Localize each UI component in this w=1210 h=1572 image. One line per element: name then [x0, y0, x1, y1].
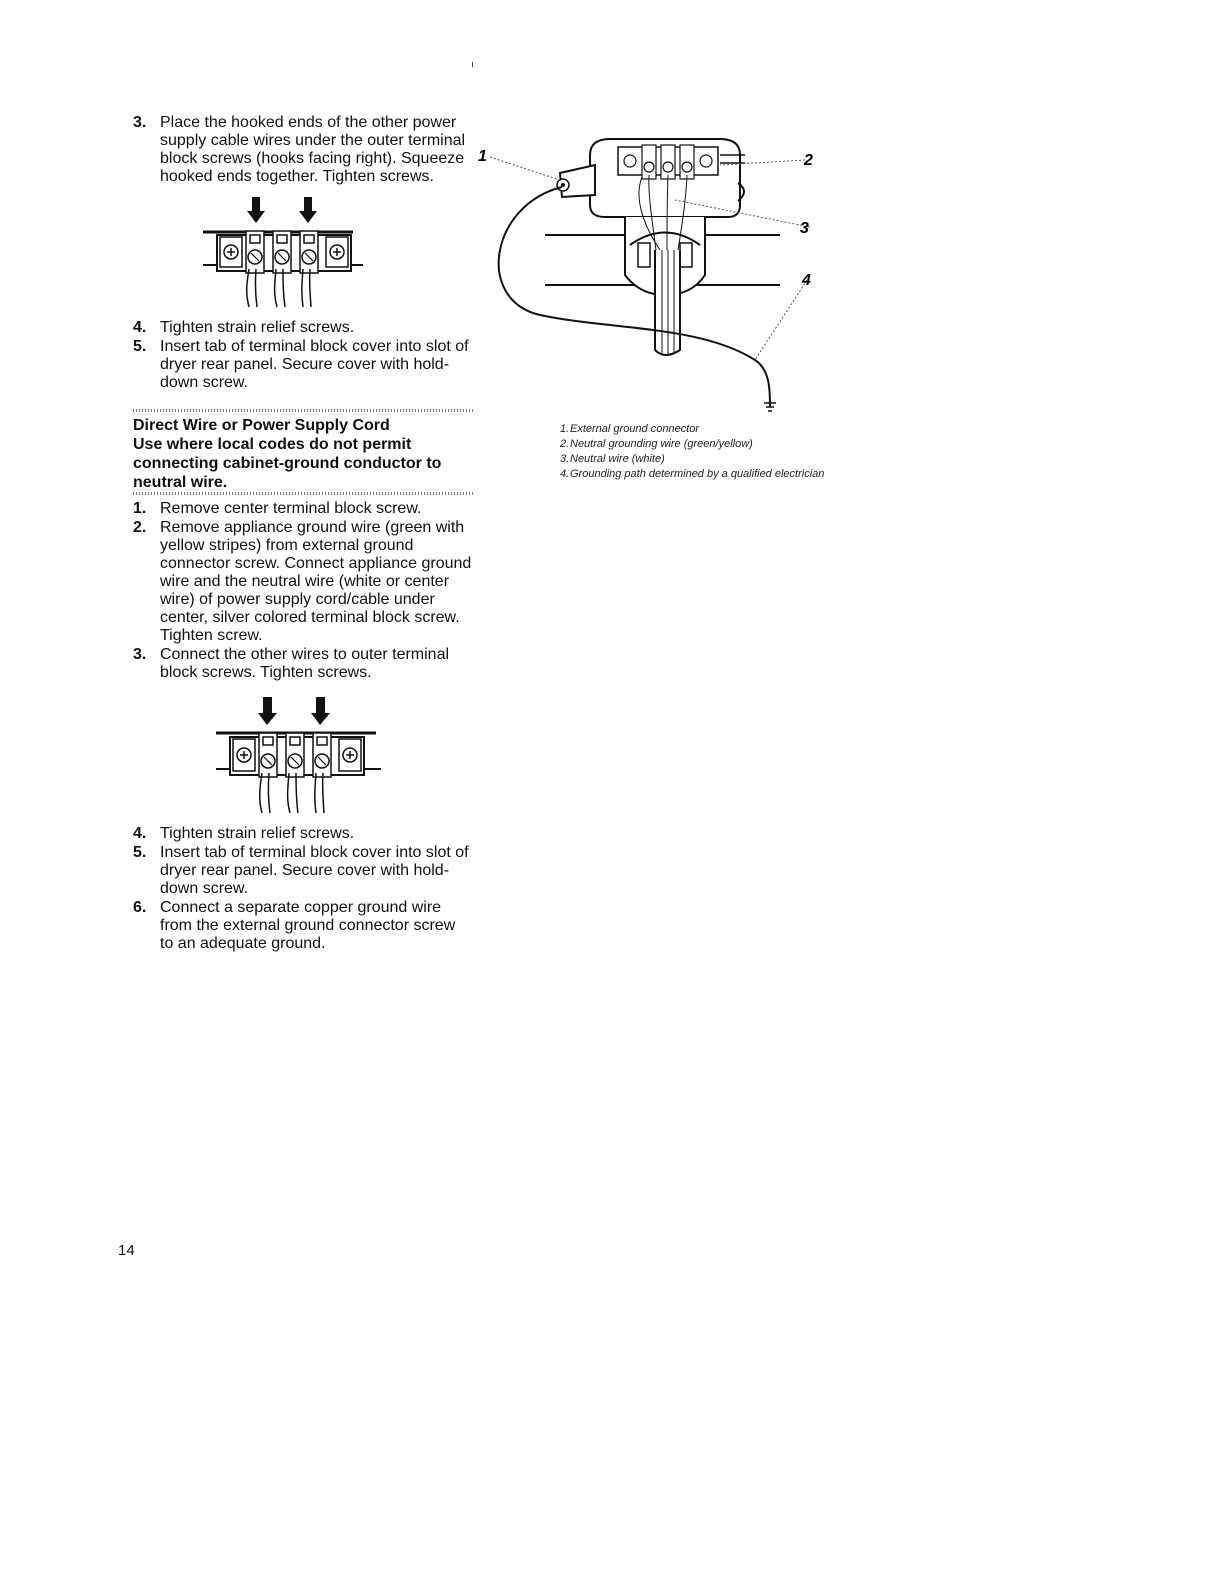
step-number: 5.: [133, 338, 147, 355]
ground-wiring-diagram: [470, 125, 830, 415]
terminal-block-diagram-1: [133, 187, 473, 319]
step-number: 1.: [133, 500, 147, 517]
list-item: [133, 500, 473, 518]
caption-item: [560, 467, 830, 482]
callout-3: 3: [800, 220, 809, 237]
caption-text: External ground connector: [570, 423, 700, 435]
step-text: Tighten strain relief screws.: [160, 825, 355, 842]
caption-item: [560, 452, 830, 467]
left-column: [133, 114, 473, 954]
step-text: Remove appliance ground wire (green with yellow stripes) from external ground connector screw. Connect appliance ground wire and the neutral wire (white or center wire) of power supply cord/cable under center, silver colored terminal block screw. Tighten screw.: [160, 519, 472, 644]
list-item: [133, 519, 473, 645]
step-text: Insert tab of terminal block cover into slot of dryer rear panel. Secure cover with hold-down screw.: [160, 338, 469, 391]
list-item: [133, 114, 473, 186]
list-item: [133, 338, 473, 392]
list-item: [133, 646, 473, 682]
step-number: 3.: [133, 114, 147, 131]
stray-mark: [472, 62, 473, 67]
callout-2: 2: [804, 152, 813, 169]
caption-text: Neutral grounding wire (green/yellow): [570, 438, 753, 450]
step-text: Connect the other wires to outer terminal block screws. Tighten screws.: [160, 646, 450, 681]
step-text: Insert tab of terminal block cover into slot of dryer rear panel. Secure cover with hold-down screw.: [160, 844, 469, 897]
list-item: [133, 844, 473, 898]
caption-number: 3.: [560, 453, 570, 465]
caption-number: 4.: [560, 468, 570, 480]
step-number: 5.: [133, 844, 147, 861]
wiring-figure: [470, 125, 830, 480]
caption-text: Neutral wire (white): [570, 453, 665, 465]
section-heading: Direct Wire or Power Supply Cord: [133, 417, 390, 434]
list-item: [133, 319, 473, 337]
page-number: 14: [118, 1242, 135, 1259]
caption-item: [560, 437, 830, 452]
list-item: [133, 899, 473, 953]
step-text: Place the hooked ends of the other power supply cable wires under the outer terminal block screws (hooks facing right). Squeeze hooked ends together. Tighten screws.: [160, 114, 466, 185]
caption-number: 1.: [560, 423, 570, 435]
caption-number: 2.: [560, 438, 570, 450]
callout-1: 1: [478, 148, 487, 165]
list-item: [133, 825, 473, 843]
step-text: Remove center terminal block screw.: [160, 500, 422, 517]
caption-text: Grounding path determined by a qualified electrician: [570, 468, 825, 480]
terminal-block-diagram-2: [133, 683, 473, 825]
step-text: Tighten strain relief screws.: [160, 319, 355, 336]
step-number: 3.: [133, 646, 147, 663]
section-subheading: Use where local codes do not permit connecting cabinet-ground conductor to neutral wire.: [133, 436, 442, 491]
step-number: 4.: [133, 825, 147, 842]
callout-4: 4: [802, 272, 811, 289]
figure-captions: [560, 422, 830, 482]
step-number: 4.: [133, 319, 147, 336]
caption-item: [560, 422, 830, 437]
step-number: 2.: [133, 519, 147, 536]
step-number: 6.: [133, 899, 147, 916]
step-text: Connect a separate copper ground wire from the external ground connector screw to an adequate ground.: [160, 899, 456, 952]
